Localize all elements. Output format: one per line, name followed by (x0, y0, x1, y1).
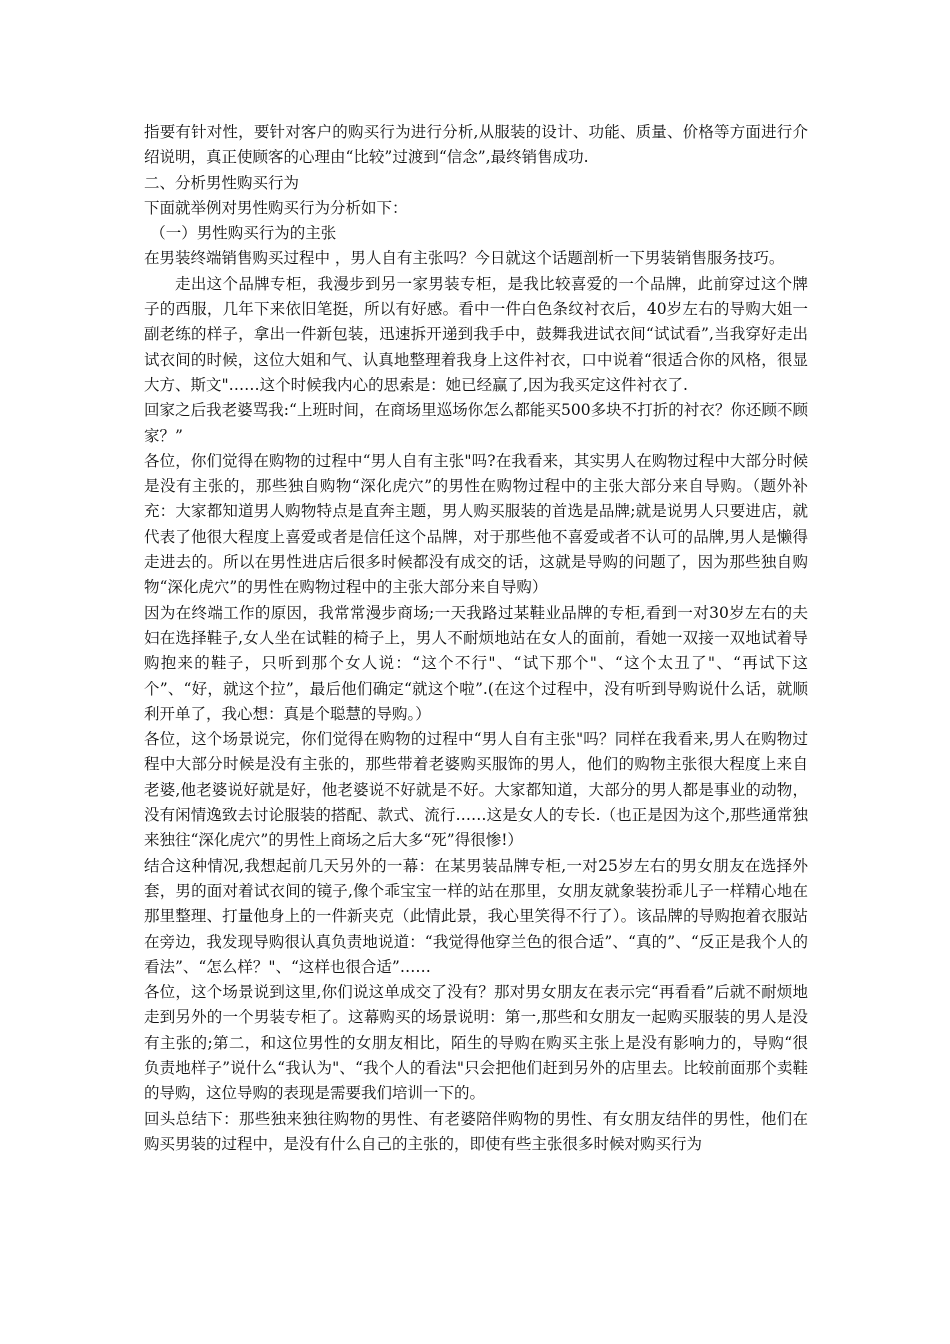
paragraph: 各位，这个场景说完，你们觉得在购物的过程中“男人自有主张"吗？同样在我看来,男人在购物过程中大部分时候是没有主张的，那些带着老婆购买服饰的男人，他们的购物主张很大程度上来自老婆,他老婆说好就是好，他老婆说不好就是不好。大家都知道，大部分的男人都是事业的动物，没有闲情逸致去讨论服装的搭配、款式、流行……这是女人的专长.（也正是因为这个,那些通常独来独往“深化虎穴”的男性上商场之后大多“死”得很惨!） (144, 730, 808, 850)
document-body (144, 120, 808, 1157)
paragraph: 指要有针对性，要针对客户的购买行为进行分析,从服装的设计、功能、质量、价格等方面进行介绍说明，真正使顾客的心理由“比较”过渡到“信念”,最终销售成功. (144, 123, 808, 167)
paragraph: 结合这种情况,我想起前几天另外的一幕：在某男装品牌专柜,一对25岁左右的男女朋友在选择外套，男的面对着试衣间的镜子,像个乖宝宝一样的站在那里，女朋友就象装扮乖儿子一样精心地在那里整理、打量他身上的一件新夹克（此情此景，我心里笑得不行了）。该品牌的导购抱着衣服站在旁边，我发现导购很认真负责地说道：“我觉得他穿兰色的很合适”、“真的”、“反正是我个人的看法”、“怎么样？"、“这样也很合适”…… (144, 856, 808, 976)
paragraph: 各位，这个场景说到这里,你们说这单成交了没有？那对男女朋友在表示完“再看看”后就不耐烦地走到另外的一个男装专柜了。这幕购买的场景说明：第一,那些和女朋友一起购买服装的男人是没有主张的;第二，和这位男性的女朋友相比，陌生的导购在购买主张上是没有影响力的，导购“很负责地样子”说什么“我认为"、“我个人的看法"只会把他们赶到另外的店里去。比较前面那个卖鞋的导购，这位导购的表现是需要我们培训一下的。 (144, 983, 808, 1103)
paragraph: 下面就举例对男性购买行为分析如下： (144, 198, 408, 217)
subsection-heading: （一）男性购买行为的主张 (150, 224, 337, 243)
paragraph: 回头总结下：那些独来独往购物的男性、有老婆陪伴购物的男性、有女朋友结伴的男性，他们在购买男装的过程中，是没有什么自己的主张的，即使有些主张很多时候对购买行为 (144, 1109, 808, 1153)
section-heading: 二、分析男性购买行为 (144, 173, 300, 192)
paragraph: 各位，你们觉得在购物的过程中“男人自有主张"吗?在我看来，其实男人在购物过程中大部分时候是没有主张的，那些独自购物“深化虎穴”的男性在购物过程中的主张大部分来自导购。（题外补充：大家都知道男人购物特点是直奔主题，男人购买服装的首选是品牌;就是说男人只要进店，就代表了他很大程度上喜爱或者是信任这个品牌，对于那些他不喜爱或者不认可的品牌,男人是懒得走进去的。所以在男性进店后很多时候都没有成交的话，这就是导购的问题了，因为那些独自购物“深化虎穴”的男性在购物过程中的主张大部分来自导购） (144, 451, 808, 597)
paragraph: 走出这个品牌专柜，我漫步到另一家男装专柜，是我比较喜爱的一个品牌，此前穿过这个牌子的西服，几年下来依旧笔挺，所以有好感。看中一件白色条纹衬衣后，40岁左右的导购大姐一副老练的样子，拿出一件新包装，迅速拆开递到我手中，鼓舞我进试衣间“试试看”,当我穿好走出试衣间的时候，这位大姐和气、认真地整理着我身上这件衬衣，口中说着“很适合你的风格，很显大方、斯文"……这个时候我内心的思索是：她已经赢了,因为我买定这件衬衣了. (144, 274, 808, 394)
paragraph: 因为在终端工作的原因，我常常漫步商场;一天我路过某鞋业品牌的专柜,看到一对30岁左右的夫妇在选择鞋子,女人坐在试鞋的椅子上，男人不耐烦地站在女人的面前，看她一双接一双地试着导购抱来的鞋子，只听到那个女人说：“这个不行"、“试下那个"、“这个太丑了"、“再试下这个”、“好，就这个拉”，最后他们确定“就这个啦”.(在这个过程中，没有听到导购说什么话，就顺利开单了，我心想：真是个聪慧的导购。） (144, 603, 808, 723)
paragraph: 回家之后我老婆骂我:“上班时间，在商场里巡场你怎么都能买500多块不打折的衬衣？你还顾不顾家？” (144, 401, 808, 445)
paragraph: 在男装终端销售购买过程中 ，男人自有主张吗？今日就这个话题剖析一下男装销售服务技巧。 (144, 249, 785, 268)
